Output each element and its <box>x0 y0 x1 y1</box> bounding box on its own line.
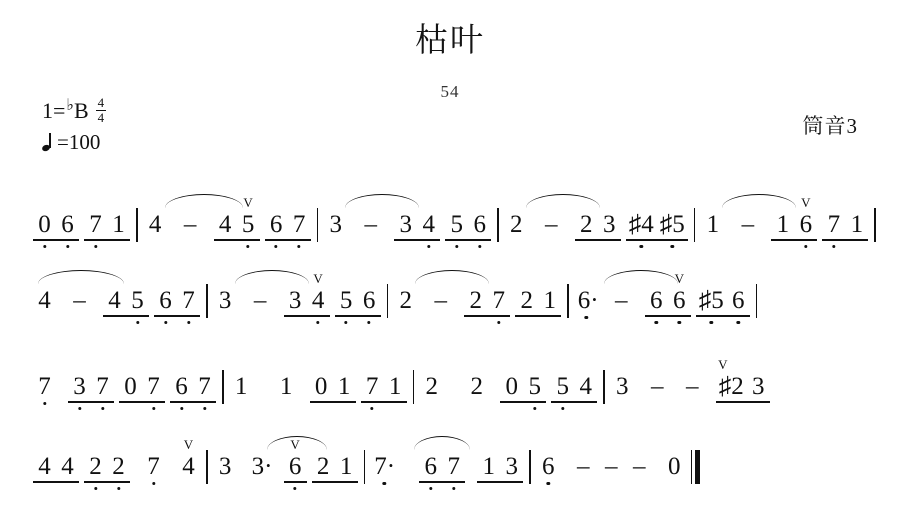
hold-dash: – <box>545 211 558 238</box>
note: 6 <box>648 284 665 318</box>
note: 6 <box>730 284 747 318</box>
note: 5 <box>554 370 571 404</box>
slur <box>415 270 489 285</box>
note: 7 <box>36 370 53 404</box>
note: 1 <box>480 450 497 484</box>
hold-dash: – <box>741 211 755 238</box>
measure <box>578 272 747 318</box>
note: 3 <box>218 287 232 314</box>
meter-numerator: 4 <box>97 94 105 110</box>
note: 7 <box>291 208 308 242</box>
measure <box>217 438 355 484</box>
staff-row-4-inner <box>36 438 700 514</box>
note: 6 <box>173 370 190 404</box>
slur <box>604 270 678 285</box>
vibrato-mark: V <box>183 437 194 452</box>
slur <box>722 194 796 209</box>
note: 6 <box>471 208 488 242</box>
measure <box>217 272 378 318</box>
hold-dash: – <box>605 453 618 480</box>
note: 2 <box>510 211 523 238</box>
vibrato-mark: V <box>243 195 253 210</box>
measure <box>508 196 685 242</box>
note: ♯5 <box>699 284 724 318</box>
note: ♯4 <box>629 208 654 242</box>
note: 4 <box>106 284 123 318</box>
slur <box>526 194 600 209</box>
barline <box>317 208 319 242</box>
note: 2 <box>315 450 332 484</box>
staff-row-2-inner <box>36 272 766 348</box>
note: 6 <box>540 450 557 484</box>
note: ♯5 <box>660 208 685 242</box>
key-signature <box>42 96 106 126</box>
note: 2 <box>110 450 127 484</box>
note: 2 <box>467 284 484 318</box>
measure <box>36 272 197 318</box>
note: 4 <box>38 287 51 314</box>
hold-dash: – <box>615 287 628 314</box>
slur <box>165 194 243 209</box>
note: 7 <box>490 284 507 318</box>
note: 1 <box>110 208 127 242</box>
barline <box>874 208 876 242</box>
note: 6 <box>59 208 76 242</box>
note: 2 <box>87 450 104 484</box>
staff-row-3-inner <box>36 358 767 434</box>
note: 4 <box>217 208 234 242</box>
note: 4 <box>420 208 437 242</box>
note: 0 <box>503 370 520 404</box>
note: 6 <box>157 284 174 318</box>
note: 1 <box>848 208 865 242</box>
note: 3 <box>71 370 88 404</box>
note: 3 <box>287 284 304 318</box>
note: 3 <box>616 373 629 400</box>
measure <box>36 358 213 404</box>
note: 3 <box>329 211 342 238</box>
note: 1 <box>336 370 353 404</box>
note: 5 <box>338 284 355 318</box>
note: 2 <box>578 208 595 242</box>
note: 7 <box>196 370 213 404</box>
measure <box>614 358 767 404</box>
barline <box>206 284 208 318</box>
note: 5 <box>129 284 146 318</box>
note: 7 <box>94 370 111 404</box>
barline <box>603 370 605 404</box>
note: 3 <box>750 370 767 404</box>
hold-dash: – <box>183 211 197 238</box>
measure <box>540 438 683 484</box>
hold-dash: – <box>364 211 377 238</box>
note: 4 <box>577 370 594 404</box>
meter-denominator: 4 <box>97 109 105 125</box>
note: 2 <box>470 373 483 400</box>
key-label: 1= <box>42 98 66 123</box>
tempo-marking <box>42 132 106 153</box>
rest: 0 <box>668 453 681 480</box>
note: 7 <box>87 208 104 242</box>
note: 3 <box>218 453 232 480</box>
note: V 6 <box>797 208 814 242</box>
time-signature <box>96 96 107 124</box>
note: 0 <box>122 370 139 404</box>
note: 6 <box>422 450 439 484</box>
barline <box>694 208 696 242</box>
note: V 6 <box>671 284 688 318</box>
note: 6 <box>268 208 285 242</box>
measure <box>423 358 594 404</box>
note: 2 <box>399 287 412 314</box>
flat-icon: ♭ <box>66 97 74 114</box>
barline <box>364 450 366 484</box>
slur <box>345 194 419 209</box>
measure <box>233 358 404 404</box>
note: 0 <box>36 208 53 242</box>
measure <box>147 196 308 242</box>
quarter-note-icon <box>42 133 54 153</box>
staff-row-1 <box>0 196 900 272</box>
note: 7 <box>180 284 197 318</box>
measure <box>327 196 488 242</box>
note: 1 <box>541 284 558 318</box>
barline <box>206 450 208 484</box>
finger-note: 筒音3 <box>802 114 858 138</box>
barline <box>756 284 758 318</box>
note: 6 <box>361 284 378 318</box>
note: 7 <box>145 370 162 404</box>
vibrato-mark: V <box>801 195 811 210</box>
note: V 4 <box>310 284 327 318</box>
measure <box>704 196 865 242</box>
vibrato-mark: V <box>313 271 323 286</box>
note: 1 <box>338 450 355 484</box>
note: 1 <box>774 208 791 242</box>
vibrato-mark: V <box>290 437 300 452</box>
key-signature-block <box>42 96 106 153</box>
note: 2 <box>425 373 438 400</box>
measure <box>397 272 558 318</box>
barline <box>497 208 499 242</box>
note: 4 <box>148 211 162 238</box>
vibrato-mark: V <box>718 357 728 372</box>
note: 3 <box>601 208 618 242</box>
hold-dash: – <box>73 287 86 314</box>
staff-row-3 <box>0 358 900 434</box>
measure <box>36 196 127 242</box>
barline <box>413 370 415 404</box>
slur <box>414 436 470 451</box>
key-note: B <box>73 98 89 123</box>
page-subtitle: 54 <box>440 82 460 101</box>
slur <box>38 270 124 285</box>
slur <box>235 270 309 285</box>
note: 3· <box>251 453 273 480</box>
page-title: 枯叶 <box>415 23 485 59</box>
vibrato-mark: V <box>674 271 684 286</box>
staff-row-1-inner <box>36 196 885 272</box>
note: 4 <box>59 450 76 484</box>
note: 7 <box>364 370 381 404</box>
note: 1 <box>706 211 720 238</box>
note: 3 <box>397 208 414 242</box>
barline <box>529 450 531 484</box>
note: V ♯2 <box>719 370 744 404</box>
note: V 5 <box>240 208 257 242</box>
note: 3 <box>503 450 520 484</box>
barline <box>387 284 389 318</box>
note: 7 <box>445 450 462 484</box>
note: 2 <box>518 284 535 318</box>
hold-dash: – <box>651 373 664 400</box>
note: 5 <box>448 208 465 242</box>
tempo-value: =100 <box>57 130 101 154</box>
hold-dash: – <box>633 453 646 480</box>
barline <box>567 284 569 318</box>
staff-row-4 <box>0 438 900 514</box>
note: 7· <box>374 450 394 484</box>
note: V 6 <box>287 450 304 484</box>
hold-dash: – <box>577 453 590 480</box>
note: 7 <box>825 208 842 242</box>
final-barline <box>691 450 700 484</box>
note: V 4 <box>182 437 195 480</box>
note: 1 <box>279 373 293 400</box>
note: 7 <box>145 450 162 484</box>
staff-row-2 <box>0 272 900 348</box>
hold-dash: – <box>253 287 267 314</box>
measure <box>374 438 520 484</box>
note: 1 <box>234 373 248 400</box>
barline <box>222 370 224 404</box>
note: 0 <box>313 370 330 404</box>
barline <box>136 208 138 242</box>
hold-dash: – <box>686 373 699 400</box>
hold-dash: – <box>434 287 447 314</box>
note: 6· <box>578 284 595 318</box>
measure <box>36 438 197 484</box>
note: 4 <box>36 450 53 484</box>
note: 1 <box>387 370 404 404</box>
note: 5 <box>526 370 543 404</box>
